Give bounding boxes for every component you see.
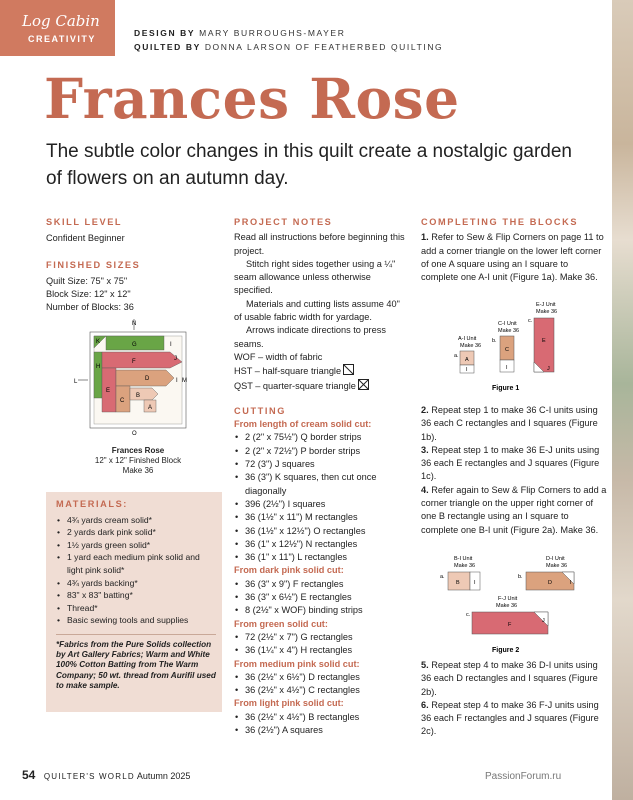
fig1-a-make: Make 36	[460, 343, 482, 349]
series-logo	[0, 0, 115, 56]
figure-2	[436, 552, 596, 656]
cutting-group-title: From medium pink solid cut:	[234, 658, 360, 669]
step-3	[421, 444, 607, 484]
cut-item: • 72 (2½" x 7") G rectangles	[234, 631, 410, 644]
label-l: L	[74, 379, 78, 385]
label-j: J	[174, 356, 177, 362]
cut-item: • 2 (2" x 72½") P border strips	[234, 445, 410, 458]
material-item: • 83" x 83" batting*	[56, 589, 216, 602]
completing-heading: COMPLETING THE BLOCKS	[421, 217, 579, 227]
hst-icon	[343, 364, 354, 375]
background-photo-strip	[612, 0, 633, 800]
fig1-a-i-label: I	[466, 367, 468, 373]
fig2-f-j-label: J	[542, 618, 545, 624]
step-3-number: 3.	[421, 444, 429, 455]
label-o: O	[132, 431, 137, 436]
fig1-c-i-label: I	[506, 365, 508, 371]
cutting-group-title: From length of cream solid cut:	[234, 419, 372, 430]
design-credit	[134, 28, 345, 38]
cut-item: • 36 (3") K squares, then cut once diagonally	[234, 471, 410, 498]
cutting-group-title: From green solid cut:	[234, 618, 328, 629]
fig2-f-make: Make 36	[496, 603, 518, 609]
design-label: DESIGN BY	[134, 28, 196, 38]
cut-item: • 36 (2½") A squares	[234, 724, 410, 737]
quilt-size: Quilt Size: 75" x 75"	[46, 275, 128, 286]
material-item: • 4¾ yards backing*	[56, 577, 216, 590]
cut-item: • 72 (3") J squares	[234, 458, 410, 471]
step-1	[421, 231, 607, 284]
material-item: • 4¾ yards cream solid*	[56, 514, 216, 527]
cutting-heading: CUTTING	[234, 405, 287, 416]
qst-definition-row	[234, 379, 410, 393]
fig2-d-i-label: I	[570, 580, 572, 586]
cut-item: • 36 (3" x 9") F rectangles	[234, 578, 410, 591]
label-e: E	[106, 388, 111, 394]
material-item: • 1½ yards green solid*	[56, 539, 216, 552]
label-g: G	[132, 342, 137, 348]
materials-box	[46, 492, 222, 712]
wof-definition: WOF – width of fabric	[234, 351, 323, 362]
completing-section-middle	[421, 404, 607, 537]
cut-item: • 36 (1" x 11") L rectangles	[234, 551, 410, 564]
cutting-list-medium-pink	[234, 671, 410, 698]
magazine-name: QUILTER'S WORLD	[43, 772, 135, 781]
materials-list	[56, 514, 216, 627]
cutting-group-title: From dark pink solid cut:	[234, 565, 344, 576]
block-size: Block Size: 12" x 12"	[46, 289, 131, 300]
quilt-label: QUILTED BY	[134, 42, 201, 52]
label-f: F	[132, 359, 136, 365]
fig1-e-tag: c.	[528, 318, 533, 324]
watermark: PassionForum.ru	[485, 771, 562, 782]
fig2-d-title: D-I Unit	[546, 556, 565, 562]
step-2-number: 2.	[421, 405, 429, 415]
qst-icon	[358, 379, 369, 390]
fig1-e-rect	[534, 318, 554, 372]
cutting-group-title: From light pink solid cut:	[234, 698, 344, 709]
skill-value: Confident Beginner	[46, 233, 125, 244]
fig2-f-tag: c.	[466, 612, 471, 618]
step-3-text: Repeat step 1 to make 36 E-J units using 36 each E rectangles and J squares (Figure 1c).	[421, 444, 600, 482]
fig1-e-j-label: J	[547, 366, 550, 372]
fig1-a-tag: a.	[454, 353, 459, 359]
completing-section-bottom	[421, 659, 607, 739]
step-1-number: 1.	[421, 232, 429, 243]
f-piece	[102, 352, 182, 368]
page-subtitle: The subtle color changes in this quilt create a nostalgic garden of flowers on an autumn day.	[46, 141, 572, 189]
step-4	[421, 484, 607, 537]
fig2-b-i-label: I	[474, 580, 476, 586]
step-2-text: Repeat step 1 to make 36 C-I units using 36 each C rectangles and I squares (Figure 1b).	[421, 405, 598, 442]
g-piece-left	[94, 352, 102, 398]
project-notes-heading: PROJECT NOTES	[234, 217, 333, 227]
cut-item: • 36 (1½" x 11") M rectangles	[234, 511, 410, 524]
materials-heading: MATERIALS:	[56, 499, 128, 509]
step-6-text: Repeat step 4 to make 36 F-J units using 36 each F rectangles and J squares (Figure 2c).	[421, 699, 599, 737]
fig1-c-make: Make 36	[498, 328, 520, 334]
project-notes-section	[234, 216, 410, 737]
skill-heading: SKILL LEVEL	[46, 217, 123, 227]
logo-line2: CREATIVITY	[28, 34, 96, 44]
fig2-f-title: F-J Unit	[498, 596, 518, 602]
fig1-e-title: E-J Unit	[536, 302, 556, 308]
label-h: H	[96, 364, 101, 370]
fig2-b-make: Make 36	[454, 563, 476, 569]
fig1-e-make: Make 36	[536, 309, 558, 315]
quilt-credit	[134, 42, 443, 52]
fig2-f-label: F	[508, 622, 512, 628]
label-c: C	[120, 398, 125, 404]
figure-1	[452, 298, 602, 398]
figure-2-caption: Figure 2	[492, 647, 520, 654]
cut-item: • 36 (2½" x 4½") C rectangles	[234, 684, 410, 697]
cutting-list-light-pink	[234, 711, 410, 738]
fig2-d-make: Make 36	[546, 563, 568, 569]
label-b: B	[136, 393, 141, 399]
note-paragraph: Stitch right sides together using a ¼" seam allowance unless otherwise specified.	[234, 258, 396, 296]
step-6	[421, 699, 607, 739]
hst-definition: HST – half-square triangle	[234, 366, 342, 377]
step-5	[421, 659, 607, 699]
cut-item: • 396 (2½") I squares	[234, 498, 410, 511]
cut-item: • 36 (2½" x 6½") D rectangles	[234, 671, 410, 684]
logo-line1: Log Cabin	[22, 12, 100, 30]
block-caption-size: 12" x 12" Finished Block	[94, 456, 182, 465]
issue-name: Autumn 2025	[136, 771, 191, 781]
cut-item: • 8 (2½" x WOF) binding strips	[234, 604, 410, 617]
cut-item: • 36 (1¼" x 4") H rectangles	[234, 644, 410, 657]
fig1-e-label: E	[542, 338, 546, 344]
cutting-list-green	[234, 631, 410, 658]
block-diagram	[70, 316, 210, 436]
skill-section	[46, 216, 222, 315]
qst-definition: QST – quarter-square triangle	[234, 380, 356, 391]
material-item: • 2 yards dark pink solid*	[56, 526, 216, 539]
material-item: • Basic sewing tools and supplies	[56, 614, 216, 627]
designer-name: MARY BURROUGHS-MAYER	[199, 28, 346, 38]
step-5-number: 5.	[421, 660, 429, 670]
label-k: K	[96, 339, 101, 345]
label-m: M	[182, 378, 187, 384]
cut-item: • 36 (3" x 6½") E rectangles	[234, 591, 410, 604]
block-caption-make: Make 36	[122, 466, 154, 475]
fig1-a-title: A-I Unit	[458, 336, 477, 342]
step-4-number: 4.	[421, 484, 429, 495]
step-5-text: Repeat step 4 to make 36 D-I units using 36 each D rectangles and I squares (Figure 2b).	[421, 660, 598, 697]
block-caption-title: Frances Rose	[111, 446, 165, 455]
cutting-list-dark-pink	[234, 578, 410, 618]
materials-note: *Fabrics from the Pure Solids collection by Art Gallery Fabrics; Warm and White 100% Cotton Batting from The Warm Company; 50 wt. thread from Aurifil used to make sample.	[56, 639, 216, 690]
finished-heading: FINISHED SIZES	[46, 259, 141, 270]
step-4-text: Refer again to Sew & Flip Corners to add a corner triangle on the upper right corner of one B rectangle using an I square to complete one B-I unit (Figure 2a). Make 36.	[421, 484, 607, 535]
label-a: A	[148, 405, 153, 411]
page-footer	[22, 768, 190, 782]
step-1-text: Refer to Sew & Flip Corners on page 11 to add a corner triangle on the lower left corner of one A square using an I square to complete one A-I unit (Figure 1a). Make 36.	[421, 232, 604, 283]
material-item: • Thread*	[56, 602, 216, 615]
number-of-blocks: Number of Blocks: 36	[46, 302, 134, 313]
label-n: N	[132, 321, 137, 327]
page-number: 54	[22, 768, 36, 782]
figure-1-caption: Figure 1	[492, 385, 520, 392]
cut-item: • 36 (2½" x 4½") B rectangles	[234, 711, 410, 724]
fig2-d-tag: b.	[518, 574, 523, 580]
b-piece	[130, 388, 158, 400]
step-6-number: 6.	[421, 699, 429, 710]
note-paragraph: Arrows indicate directions to press seams.	[234, 325, 386, 349]
fig2-d-label: D	[548, 580, 552, 586]
completing-section-top	[421, 216, 607, 284]
label-i-top: I	[170, 342, 172, 348]
fig2-b-tag: a.	[440, 574, 445, 580]
fig1-a-label: A	[465, 357, 469, 363]
block-caption	[60, 446, 216, 476]
cut-item: • 36 (1½" x 12½") O rectangles	[234, 525, 410, 538]
fig2-b-label: B	[456, 580, 460, 586]
cut-item: • 36 (1" x 12½") N rectangles	[234, 538, 410, 551]
note-paragraph: Read all instructions before beginning this project.	[234, 232, 405, 256]
step-2	[421, 404, 607, 444]
fig1-c-label: C	[505, 347, 509, 353]
fig2-b-title: B-I Unit	[454, 556, 473, 562]
fig1-c-tag: b.	[492, 338, 497, 344]
cutting-list-cream	[234, 431, 410, 564]
hst-definition-row	[234, 364, 410, 378]
label-d: D	[145, 376, 150, 382]
label-i-mid: I	[176, 378, 178, 384]
material-item: • 1 yard each medium pink solid and light pink solid*	[56, 551, 216, 576]
note-paragraph: Materials and cutting lists assume 40" of usable fabric width for yardage.	[234, 298, 400, 323]
cut-item: • 2 (2" x 75½") Q border strips	[234, 431, 410, 444]
quilter-name: DONNA LARSON OF FEATHERBED QUILTING	[204, 42, 444, 52]
fig1-c-title: C-I Unit	[498, 321, 517, 327]
page-title: Frances Rose	[44, 66, 460, 131]
